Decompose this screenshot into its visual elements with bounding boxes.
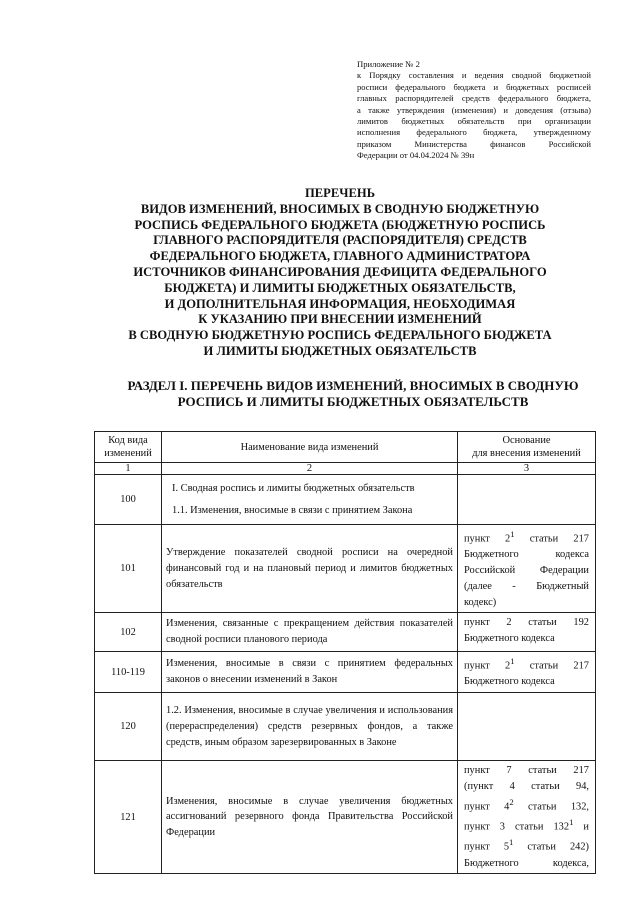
title-line: ФЕДЕРАЛЬНОГО БЮДЖЕТА, ГЛАВНОГО АДМИНИСТРАТОРА (149, 249, 531, 264)
basis-line: (пункт 4 статьи 94, (464, 780, 589, 792)
appendix-line: росписи федерального бюджета и бюджетных росписей (357, 81, 591, 92)
basis-text: пункт 2 (464, 533, 511, 545)
row-name: Утверждение показателей сводной росписи на очередной финансовый год и на плановый период и лимитов бюджетных обязательств (162, 525, 458, 613)
basis-line: Российской Федерации (464, 565, 589, 577)
basis-line (464, 654, 589, 674)
header-code (95, 432, 162, 463)
basis-line: (далее - Бюджетный (464, 580, 589, 592)
basis-line (464, 527, 589, 547)
basis-sup: 1 (509, 837, 514, 848)
header-basis-line: Основание (502, 435, 551, 446)
row-code: 100 (95, 475, 162, 525)
title-line: ВИДОВ ИЗМЕНЕНИЙ, ВНОСИМЫХ В СВОДНУЮ БЮДЖЕТНУЮ (140, 201, 540, 216)
table-row (95, 693, 596, 761)
row-code: 121 (95, 761, 162, 874)
appendix-line: лимитов бюджетных обязательств при организации (357, 116, 591, 127)
title-line: В СВОДНУЮ БЮДЖЕТНУЮ РОСПИСЬ ФЕДЕРАЛЬНОГО БЮДЖЕТА (128, 328, 552, 343)
row-basis (458, 475, 596, 525)
title-line: ИСТОЧНИКОВ ФИНАНСИРОВАНИЯ ДЕФИЦИТА ФЕДЕРАЛЬНОГО (133, 264, 547, 279)
basis-line: Бюджетного кодекса, (464, 857, 589, 869)
row-section-title: I. Сводная роспись и лимиты бюджетных обязательств (172, 482, 415, 494)
row-code: 102 (95, 613, 162, 652)
section-line: РАЗДЕЛ I. ПЕРЕЧЕНЬ ВИДОВ ИЗМЕНЕНИЙ, ВНОСИМЫХ В СВОДНУЮ (127, 378, 579, 393)
title-line: И ДОПОЛНИТЕЛЬНАЯ ИНФОРМАЦИЯ, НЕОБХОДИМАЯ (164, 296, 516, 311)
table-row (95, 475, 596, 525)
column-numbering-row (95, 463, 596, 475)
row-basis (458, 613, 596, 652)
basis-line: пункт 2 статьи 192 (464, 617, 589, 629)
basis-line: кодекс) (464, 596, 497, 608)
header-basis (458, 432, 596, 463)
basis-line (464, 835, 589, 855)
basis-line (464, 815, 589, 835)
basis-sup: 1 (569, 816, 574, 827)
changes-table (94, 431, 596, 874)
basis-text: статьи 217 (514, 533, 589, 545)
appendix-line: главных распорядителей средств федерального бюджета, (357, 93, 591, 104)
table-row (95, 613, 596, 652)
basis-line: Бюджетного кодекса (464, 633, 555, 645)
basis-text: пункт 5 (464, 841, 510, 853)
appendix-line: к Порядку составления и ведения сводной бюджетной (357, 70, 591, 81)
header-code-line: изменений (104, 448, 152, 459)
basis-text: статьи 132, (513, 801, 590, 813)
basis-text: пункт 3 статьи 132 (464, 821, 570, 833)
row-basis (458, 652, 596, 693)
basis-text: пункт 2 (464, 660, 511, 672)
appendix-line: а также утверждения (изменения) и доведения (отзыва) (357, 104, 591, 115)
column-number: 1 (95, 463, 162, 475)
title-line: БЮДЖЕТА) И ЛИМИТЫ БЮДЖЕТНЫХ ОБЯЗАТЕЛЬСТВ, (164, 280, 516, 295)
row-name: 1.2. Изменения, вносимые в случае увеличения и использования (перераспределения) средств резервных фондов, а также средств, иным образом зарезервированных в Законе (162, 693, 458, 761)
appendix-line: Федерации от 04.04.2024 № 39н (357, 150, 475, 161)
appendix-note (357, 59, 591, 162)
row-basis (458, 693, 596, 761)
basis-sup: 2 (509, 796, 514, 807)
basis-line: Бюджетного кодекса (464, 676, 555, 688)
appendix-line: приказом Министерства финансов Российской (357, 138, 591, 149)
column-number: 2 (162, 463, 458, 475)
document-title (100, 186, 580, 360)
row-subsection-title: 1.1. Изменения, вносимые в связи с принятием Закона (172, 504, 413, 516)
header-name: Наименование вида изменений (162, 432, 458, 463)
basis-line (464, 795, 589, 815)
title-line: К УКАЗАНИЮ ПРИ ВНЕСЕНИИ ИЗМЕНЕНИЙ (198, 312, 482, 327)
row-basis (458, 525, 596, 613)
row-code: 110-119 (95, 652, 162, 693)
row-basis (458, 761, 596, 874)
basis-line: Бюджетного кодекса (464, 549, 589, 561)
table-row (95, 525, 596, 613)
table-row (95, 761, 596, 874)
basis-sup: 1 (510, 656, 515, 667)
basis-text: пункт 4 (464, 801, 510, 813)
row-name: Изменения, вносимые в случае увеличения бюджетных ассигнований резервного фонда Правительства Российской Федерации (162, 761, 458, 874)
header-code-line: Код вида (108, 435, 148, 446)
row-name (162, 475, 458, 525)
row-name: Изменения, связанные с прекращением действия показателей сводной росписи планового периода (162, 613, 458, 652)
table-header-row (95, 432, 596, 463)
column-number: 3 (458, 463, 596, 475)
basis-text: статьи 217 (514, 660, 589, 672)
row-name: Изменения, вносимые в связи с принятием федеральных законов о внесении изменений в Закон (162, 652, 458, 693)
basis-sup: 1 (510, 529, 515, 539)
section-line: РОСПИСЬ И ЛИМИТЫ БЮДЖЕТНЫХ ОБЯЗАТЕЛЬСТВ (177, 393, 529, 409)
basis-text: статьи 242) (513, 841, 589, 853)
appendix-line: Приложение № 2 (357, 59, 420, 69)
title-line: ПЕРЕЧЕНЬ (304, 186, 376, 200)
header-basis-line: для внесения изменений (472, 448, 581, 459)
basis-text: и (573, 821, 589, 833)
row-code: 120 (95, 693, 162, 761)
title-line: И ЛИМИТЫ БЮДЖЕТНЫХ ОБЯЗАТЕЛЬСТВ (203, 343, 477, 358)
title-line: ГЛАВНОГО РАСПОРЯДИТЕЛЯ (РАСПОРЯДИТЕЛЯ) СРЕДСТВ (153, 233, 527, 248)
title-line: РОСПИСЬ ФЕДЕРАЛЬНОГО БЮДЖЕТА (БЮДЖЕТНУЮ РОСПИСЬ (134, 217, 546, 232)
section-heading (118, 378, 588, 410)
table-row (95, 652, 596, 693)
row-code: 101 (95, 525, 162, 613)
appendix-line: исполнения федерального бюджета, утвержденному (357, 127, 591, 138)
basis-line: пункт 7 статьи 217 (464, 765, 589, 777)
